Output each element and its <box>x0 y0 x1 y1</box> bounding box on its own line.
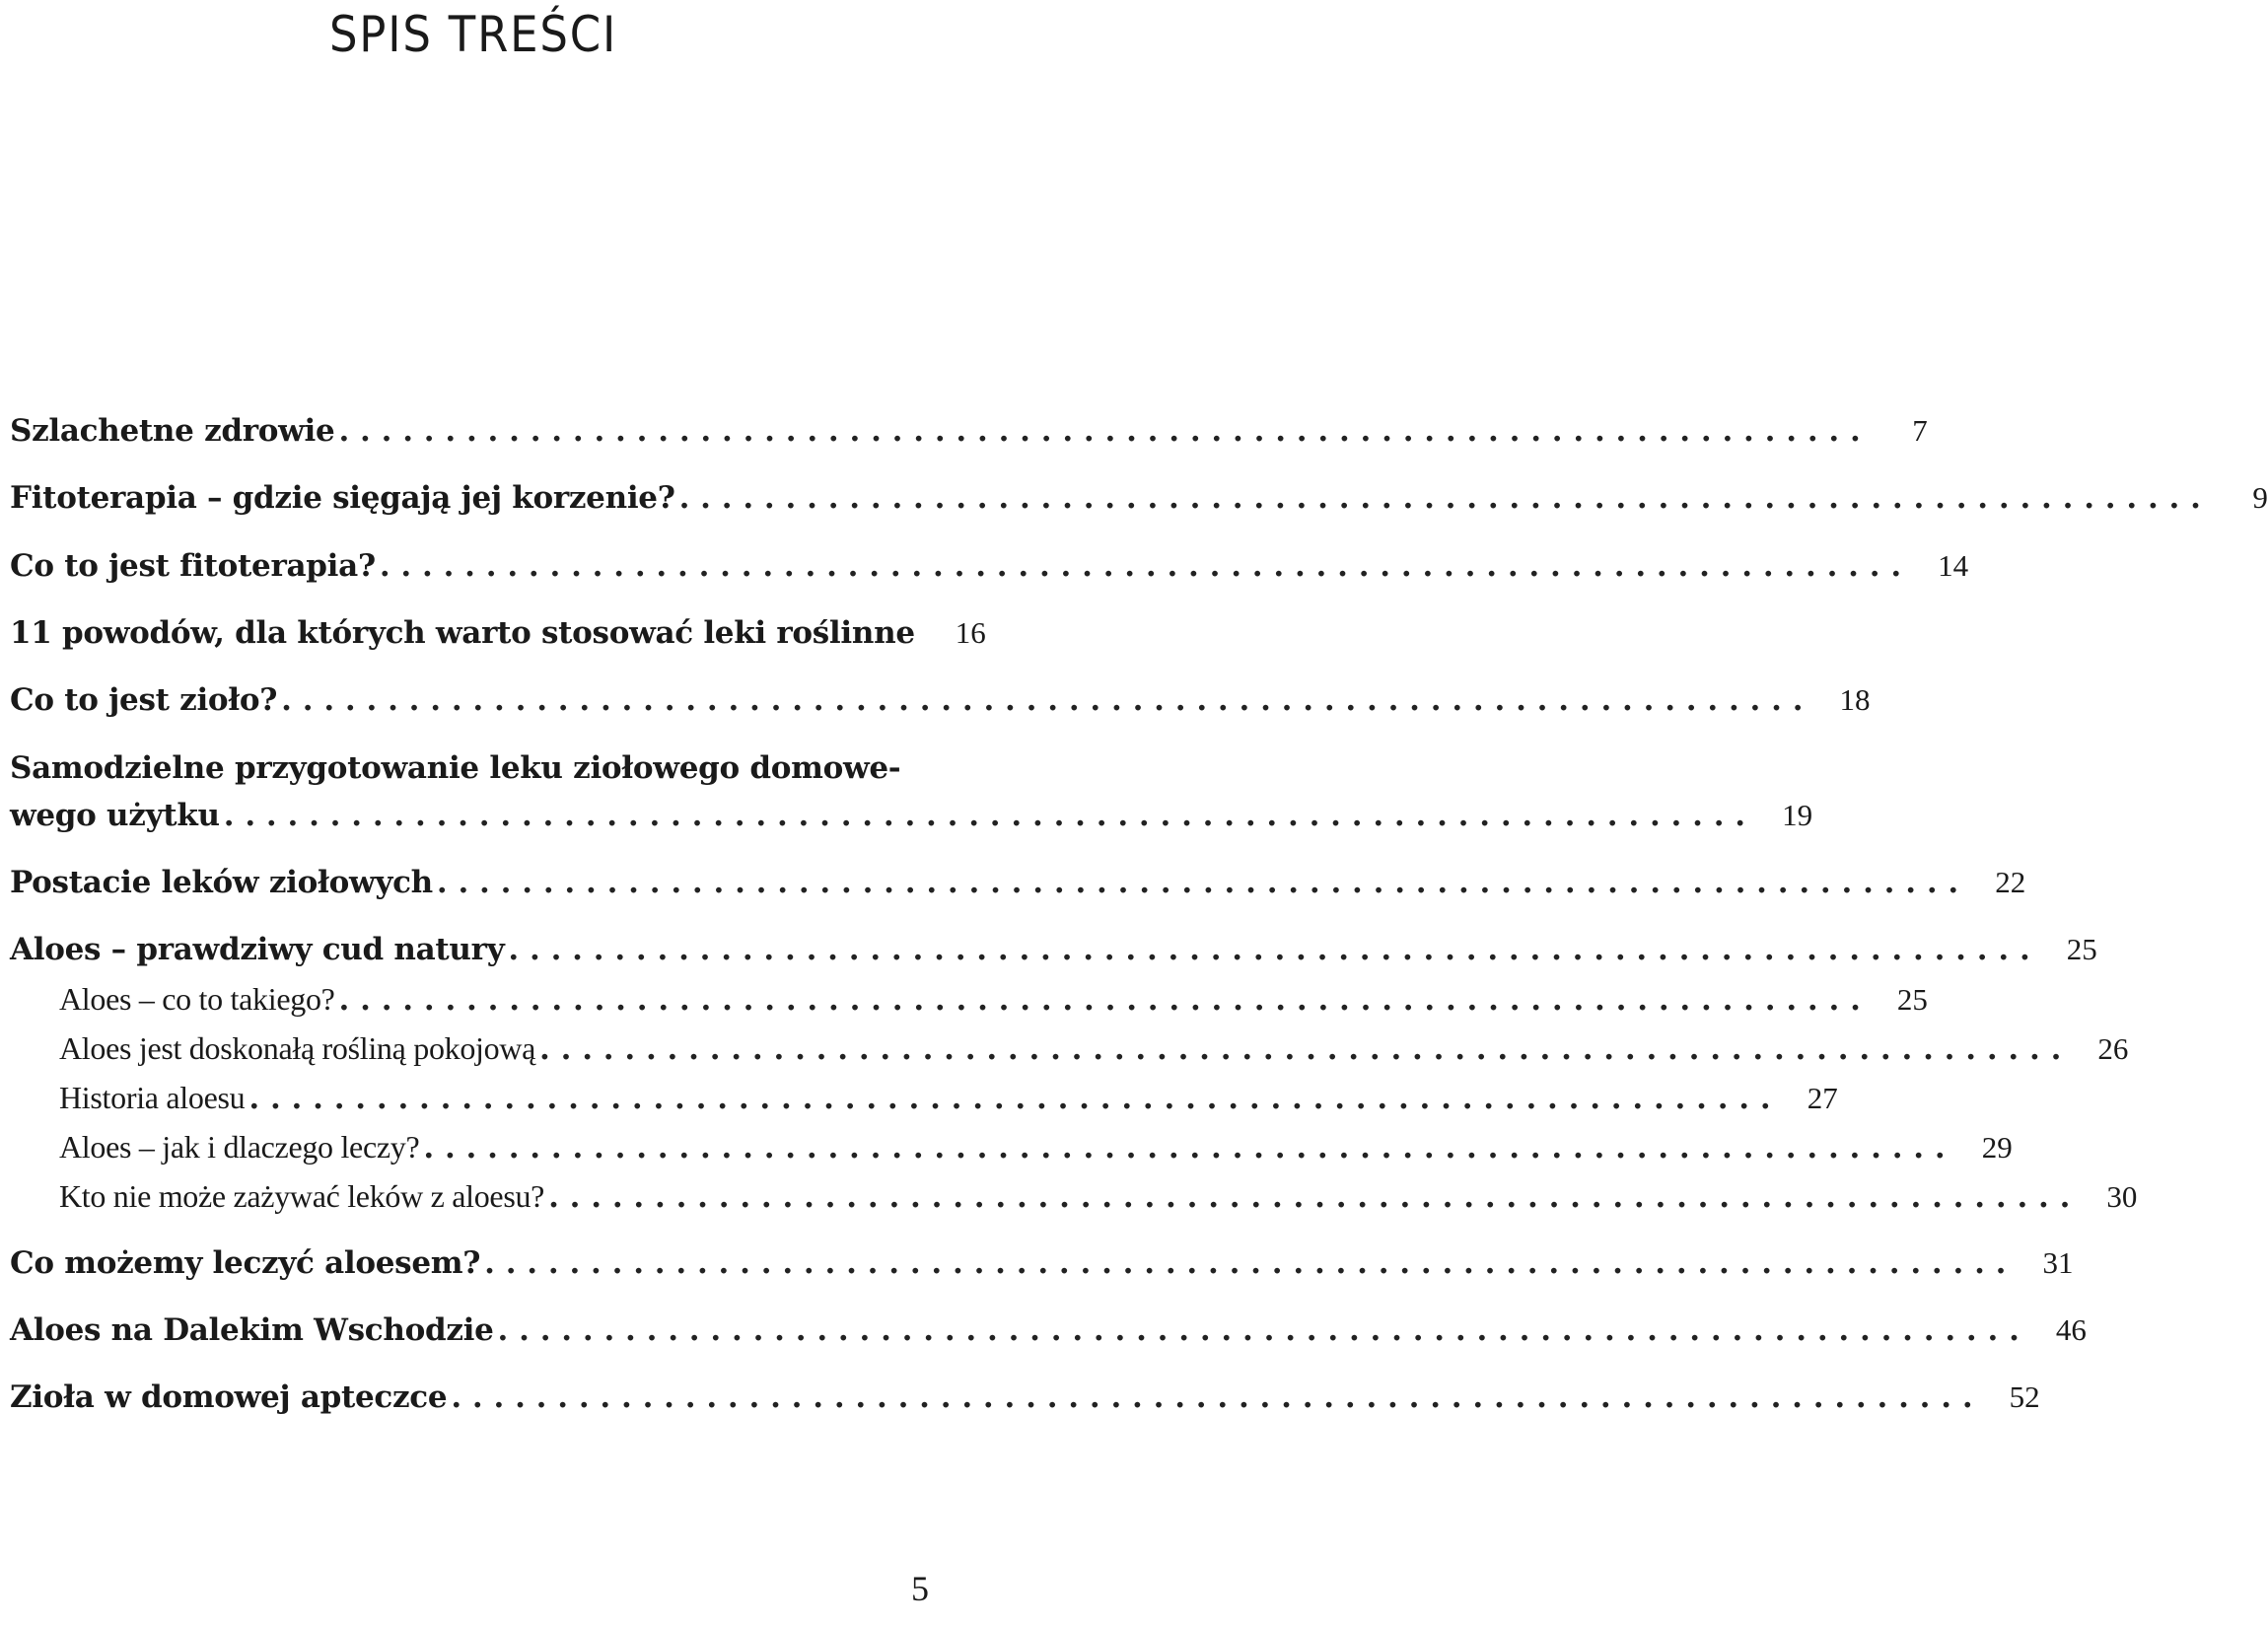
toc-entry-page: 16 <box>955 615 986 650</box>
dot-leader <box>248 1080 1770 1117</box>
toc-entry-label: Historia aloesu <box>59 1080 246 1115</box>
toc-entry-label: Fitoterapia – gdzie sięgają jej korzenie? <box>10 480 675 516</box>
toc-entry-page: 31 <box>2042 1245 2074 1280</box>
dot-leader <box>423 1129 1945 1166</box>
page-number: 5 <box>911 1569 929 1608</box>
toc-entry-label: Zioła w domowej apteczce <box>10 1379 448 1415</box>
page-title: SPIS TREŚCI <box>328 6 618 63</box>
toc-subentry[interactable] <box>59 1128 2013 1166</box>
toc-entry[interactable] <box>10 1378 2040 1416</box>
toc-entry-page: 18 <box>1839 682 1871 717</box>
toc-entry-label-line1: Samodzielne przygotowanie leku ziołowego domowe- <box>10 750 901 786</box>
table-of-contents <box>10 0 2268 1625</box>
toc-entry-page: 7 <box>1912 413 1928 448</box>
toc-entry-label: Postacie leków ziołowych <box>10 865 433 900</box>
toc-entry-page: 22 <box>1995 865 2026 899</box>
toc-entry-label: Aloes – co to takiego? <box>59 981 335 1017</box>
dot-leader <box>281 681 1803 719</box>
dot-leader <box>508 931 2029 968</box>
toc-entry[interactable] <box>10 412 1928 450</box>
toc-entry-page: 9 <box>2252 480 2268 515</box>
toc-entry-label: Aloes – prawdziwy cud natury <box>10 932 505 967</box>
toc-entry-page: 27 <box>1807 1081 1838 1115</box>
toc-subentry[interactable] <box>59 1029 2129 1068</box>
toc-entry[interactable] <box>10 614 986 652</box>
toc-entry-label: Aloes – jak i dlaczego leczy? <box>59 1129 420 1165</box>
toc-entry[interactable] <box>10 1244 2074 1282</box>
toc-entry[interactable] <box>10 797 1813 834</box>
dot-leader <box>380 547 1901 585</box>
toc-entry[interactable] <box>10 479 2268 517</box>
toc-entry-page: 25 <box>2066 932 2097 966</box>
toc-entry-label: Szlachetne zdrowie <box>10 413 335 449</box>
dot-leader <box>437 864 1958 901</box>
toc-subentry[interactable] <box>59 980 1928 1019</box>
toc-entry-page: 29 <box>1981 1130 2013 1165</box>
toc-subentry[interactable] <box>59 1079 1838 1117</box>
toc-entry-page: 26 <box>2097 1031 2129 1066</box>
toc-entry-page: 25 <box>1896 982 1928 1017</box>
toc-subentry[interactable] <box>59 1177 2138 1216</box>
toc-entry-label: Co to jest fitoterapia? <box>10 548 376 584</box>
dot-leader <box>339 981 1861 1019</box>
toc-entry-page: 46 <box>2055 1312 2087 1347</box>
dot-leader <box>498 1311 2020 1349</box>
toc-entry-label: Kto nie może zażywać leków z aloesu? <box>59 1178 545 1214</box>
toc-entry[interactable] <box>10 1311 2087 1349</box>
dot-leader <box>539 1030 2061 1068</box>
dot-leader <box>484 1244 2006 1282</box>
toc-entry-page: 52 <box>2009 1379 2040 1414</box>
toc-entry[interactable] <box>10 547 1969 585</box>
toc-entry-page: 14 <box>1938 548 1969 583</box>
toc-entry[interactable] <box>10 681 1871 719</box>
toc-entry-label: Co to jest zioło? <box>10 682 278 718</box>
toc-entry-label: Aloes na Dalekim Wschodzie <box>10 1312 494 1348</box>
toc-entry-label: Co możemy leczyć aloesem? <box>10 1245 481 1281</box>
dot-leader <box>338 412 1860 450</box>
dot-leader <box>224 797 1745 834</box>
toc-entry-label: 11 powodów, dla których warto stosować leki roślinne <box>10 615 915 651</box>
toc-entry-label: wego użytku <box>10 798 220 833</box>
toc-entry-page: 19 <box>1782 798 1813 832</box>
dot-leader <box>451 1378 1972 1416</box>
toc-entry-label: Aloes jest doskonałą rośliną pokojową <box>59 1030 536 1066</box>
dot-leader <box>548 1178 2070 1216</box>
dot-leader <box>679 479 2201 517</box>
toc-entry-page: 30 <box>2106 1179 2138 1214</box>
toc-entry[interactable] <box>10 931 2097 968</box>
toc-entry[interactable] <box>10 864 2026 901</box>
